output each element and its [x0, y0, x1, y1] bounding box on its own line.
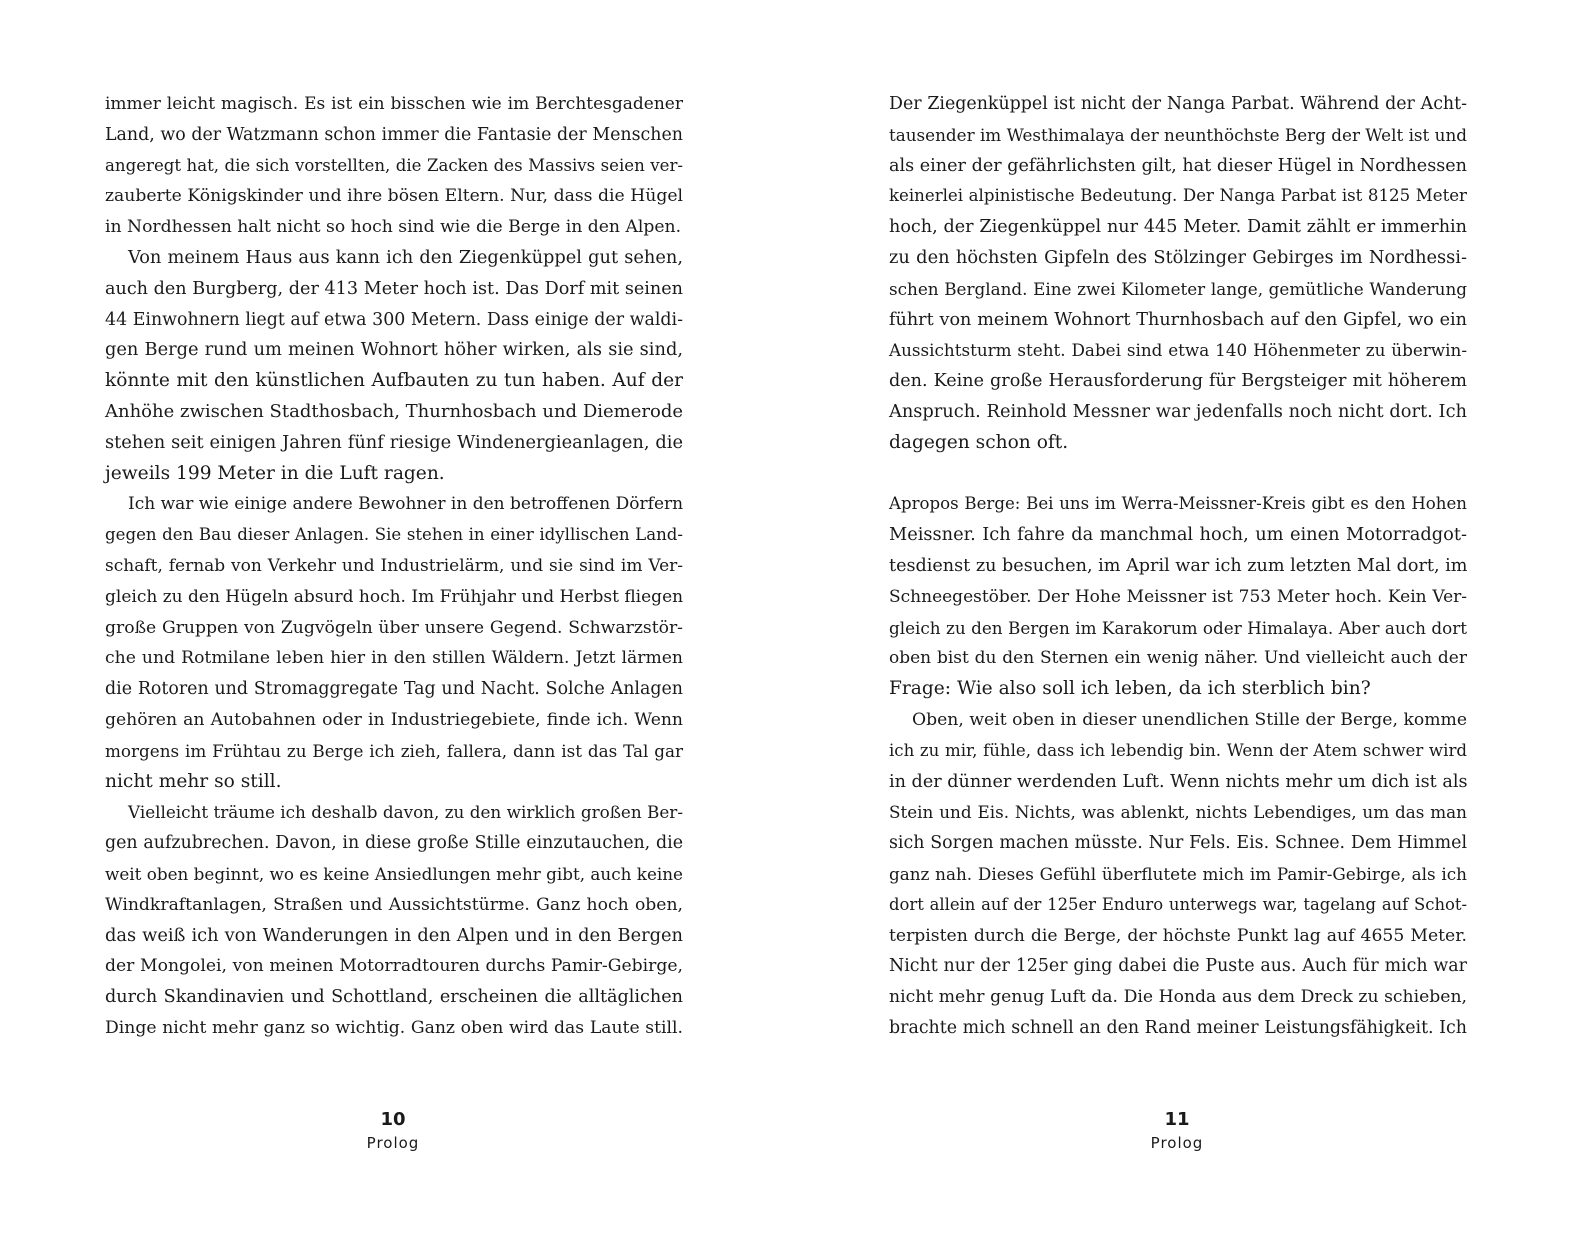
- text-line: jeweils 199 Meter in die Luft ragen.: [105, 462, 445, 484]
- text-line: schen Bergland. Eine zwei Kilometer lange, gemütliche Wanderung: [889, 278, 1467, 299]
- text-line: gen aufzubrechen. Davon, in diese große Stille einzutauchen, die: [105, 833, 683, 854]
- text-line: angeregt hat, die sich vorstellten, die Zacken des Massivs seien ver-: [105, 155, 683, 175]
- text-line: tesdienst zu besuchen, im April war ich zum letzten Mal dort, im: [889, 555, 1468, 576]
- text-line: sich Sorgen machen müsste. Nur Fels. Eis. Schnee. Dem Himmel: [889, 833, 1467, 854]
- text-line: führt von meinem Wohnort Thurnhosbach auf den Gipfel, wo ein: [889, 309, 1467, 330]
- text-line: hoch, der Ziegenküppel nur 445 Meter. Damit zählt er immerhin: [889, 217, 1467, 238]
- text-line: den. Keine große Herausforderung für Bergsteiger mit höherem: [889, 371, 1467, 392]
- text-line: zauberte Königskinder und ihre bösen Eltern. Nur, dass die Hügel: [105, 186, 683, 207]
- text-line: Von meinem Haus aus kann ich den Ziegenküppel gut sehen,: [128, 246, 683, 268]
- text-line: in Nordhessen halt nicht so hoch sind wie die Berge in den Alpen.: [105, 217, 682, 238]
- text-line: 44 Einwohnern liegt auf etwa 300 Metern. Dass einige der waldi-: [105, 309, 683, 330]
- text-line: die Rotoren und Stromaggregate Tag und Nacht. Solche Anlagen: [105, 679, 683, 700]
- text-line: immer leicht magisch. Es ist ein bisschen wie im Berchtesgadener: [105, 94, 683, 114]
- text-line: Der Ziegenküppel ist nicht der Nanga Parbat. Während der Acht-: [889, 94, 1467, 114]
- text-line: zu den höchsten Gipfeln des Stölzinger Gebirges im Nordhessi-: [889, 246, 1467, 268]
- text-line: che und Rotmilane leben hier in den stillen Wäldern. Jetzt lärmen: [105, 648, 683, 669]
- text-line: könnte mit den künstlichen Aufbauten zu tun haben. Auf der: [105, 370, 683, 392]
- text-line: Stein und Eis. Nichts, was ablenkt, nichts Lebendiges, um das man: [889, 802, 1467, 823]
- text-line: brachte mich schnell an den Rand meiner Leistungsfähigkeit. Ich: [889, 1017, 1467, 1038]
- text-line: Anhöhe zwischen Stadthosbach, Thurnhosbach und Diemerode: [105, 400, 683, 422]
- text-line: gleich zu den Bergen im Karakorum oder Himalaya. Aber auch dort: [889, 617, 1467, 638]
- text-line: Land, wo der Watzmann schon immer die Fantasie der Menschen: [105, 124, 683, 145]
- text-line: das weiß ich von Wanderungen in den Alpen und in den Bergen: [105, 924, 683, 946]
- text-line: gegen den Bau dieser Anlagen. Sie stehen in einer idyllischen Land-: [105, 525, 683, 545]
- text-line: gleich zu den Hügeln absurd hoch. Im Frühjahr und Herbst fliegen: [105, 586, 684, 607]
- text-line: stehen seit einigen Jahren fünf riesige Windenergieanlagen, die: [105, 431, 683, 453]
- text-line: Vielleicht träume ich deshalb davon, zu den wirklich großen Ber-: [128, 802, 683, 823]
- text-line: Frage: Wie also soll ich leben, da ich sterblich bin?: [889, 678, 1371, 700]
- text-line: durch Skandinavien und Schottland, erscheinen die alltäglichen: [105, 987, 683, 1008]
- text-line: Anspruch. Reinhold Messner war jedenfalls noch nicht dort. Ich: [889, 400, 1467, 422]
- text-line: als einer der gefährlichsten gilt, hat dieser Hügel in Nordhessen: [889, 155, 1467, 176]
- text-line: terpisten durch die Berge, der höchste Punkt lag auf 4655 Meter.: [889, 925, 1467, 946]
- right-page-body: [889, 89, 1467, 1044]
- text-line: morgens im Frühtau zu Berge ich zieh, fallera, dann ist das Tal gar: [105, 740, 683, 761]
- text-line: der Mongolei, von meinen Motorradtouren durchs Pamir-Gebirge,: [105, 956, 683, 977]
- left-page-folio: [333, 1108, 453, 1154]
- text-line: gehören an Autobahnen oder in Industriegebiete, finde ich. Wenn: [105, 709, 683, 730]
- text-line: dort allein auf der 125er Enduro unterwegs war, tagelang auf Schot-: [889, 894, 1467, 914]
- text-line: oben bist du den Sternen ein wenig näher. Und vielleicht auch der: [889, 648, 1467, 669]
- text-line: Dinge nicht mehr ganz so wichtig. Ganz oben wird das Laute still.: [105, 1017, 683, 1038]
- running-section-title: Prolog: [1150, 1134, 1204, 1152]
- text-line: tausender im Westhimalaya der neunthöchste Berg der Welt ist und: [889, 124, 1467, 145]
- text-line: schaft, fernab von Verkehr und Industrielärm, und sie sind im Ver-: [105, 555, 683, 576]
- text-line: Nicht nur der 125er ging dabei die Puste aus. Auch für mich war: [889, 956, 1467, 977]
- text-line: Meissner. Ich fahre da manchmal hoch, um einen Motorradgot-: [889, 524, 1467, 546]
- section-break: [889, 459, 1467, 490]
- text-line: Windkraftanlagen, Straßen und Aussichtstürme. Ganz hoch oben,: [105, 894, 683, 915]
- text-line: Schneegestöber. Der Hohe Meissner ist 753 Meter hoch. Kein Ver-: [889, 586, 1467, 607]
- text-line: in der dünner werdenden Luft. Wenn nichts mehr um dich ist als: [889, 771, 1468, 792]
- text-line: nicht mehr so still.: [105, 770, 282, 792]
- running-section-title: Prolog: [366, 1134, 420, 1152]
- text-line: Oben, weit oben in dieser unendlichen Stille der Berge, komme: [912, 709, 1467, 730]
- page-number: 10: [380, 1109, 406, 1130]
- text-line: auch den Burgberg, der 413 Meter hoch ist. Das Dorf mit seinen: [105, 278, 683, 299]
- text-line: keinerlei alpinistische Bedeutung. Der Nanga Parbat ist 8125 Meter: [889, 186, 1467, 206]
- text-line: dagegen schon oft.: [889, 431, 1069, 453]
- text-line: nicht mehr genug Luft da. Die Honda aus dem Dreck zu schieben,: [889, 987, 1467, 1008]
- text-line: große Gruppen von Zugvögeln über unsere Gegend. Schwarzstör-: [105, 617, 683, 638]
- text-line: Aussichtsturm steht. Dabei sind etwa 140 Höhenmeter zu überwin-: [889, 340, 1467, 361]
- text-line: weit oben beginnt, wo es keine Ansiedlungen mehr gibt, auch keine: [105, 863, 683, 884]
- right-page: [797, 0, 1594, 1240]
- text-line: Ich war wie einige andere Bewohner in den betroffenen Dörfern: [128, 494, 684, 515]
- text-line: gen Berge rund um meinen Wohnort höher wirken, als sie sind,: [105, 339, 683, 361]
- page-number: 11: [1164, 1109, 1190, 1130]
- left-page-body: [105, 89, 683, 1044]
- right-page-folio: [1117, 1108, 1237, 1154]
- text-line: Apropos Berge: Bei uns im Werra-Meissner-Kreis gibt es den Hohen: [889, 494, 1467, 514]
- text-line: ich zu mir, fühle, dass ich lebendig bin. Wenn der Atem schwer wird: [889, 740, 1467, 760]
- text-line: ganz nah. Dieses Gefühl überflutete mich im Pamir-Gebirge, als ich: [889, 863, 1467, 884]
